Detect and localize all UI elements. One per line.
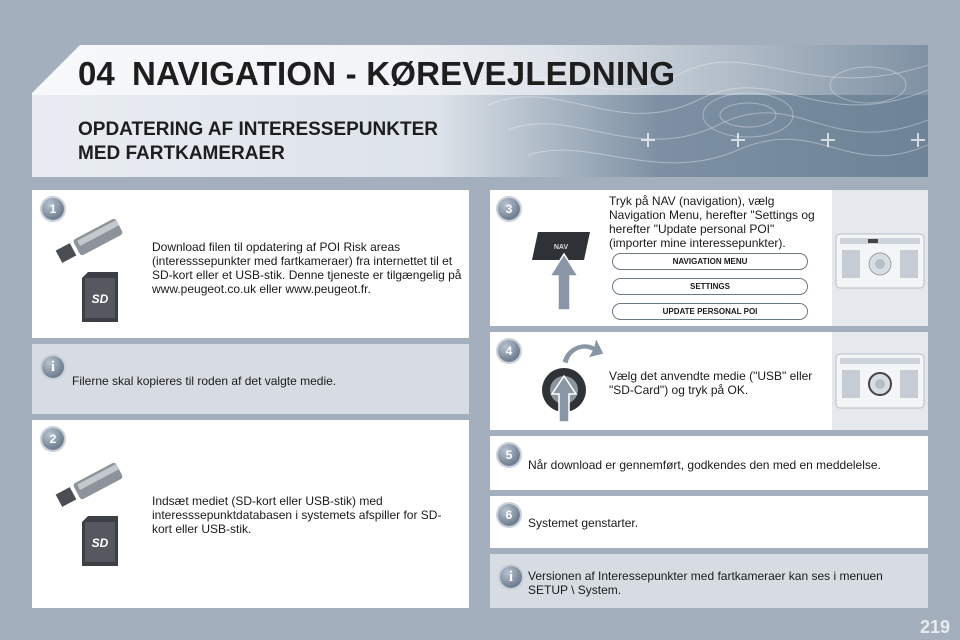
info-1-text: Filerne skal kopieres til roden af det valgte medie.	[72, 374, 337, 388]
step-1-badge: 1	[42, 198, 64, 220]
step-5-text: Når download er gennemført, godkendes den med en meddelelse.	[528, 458, 881, 472]
step-5-panel	[490, 436, 928, 490]
step-2-panel	[32, 420, 469, 608]
step-4-badge: 4	[498, 340, 520, 362]
sd-card-icon	[80, 272, 120, 322]
step-5-badge: 5	[498, 444, 520, 466]
sd-card-icon	[80, 516, 120, 566]
info-icon: i	[500, 566, 522, 588]
section-subtitle: OPDATERING AF INTERESSEPUNKTER MED FARTKAMERAER	[78, 119, 438, 164]
usb-stick-icon	[52, 460, 132, 510]
radio-unit-icon	[834, 350, 926, 412]
radio-panel-image	[832, 332, 928, 430]
info-2-panel	[490, 554, 928, 608]
rotary-knob-icon	[536, 334, 606, 426]
chapter-header	[32, 45, 928, 177]
usb-stick-icon	[52, 216, 132, 266]
radio-panel-image	[832, 190, 928, 326]
radio-unit-icon	[834, 230, 926, 292]
nav-key-label: NAV	[553, 244, 569, 251]
step-6-panel	[490, 496, 928, 548]
chapter-number: 04	[78, 55, 115, 92]
step-1-text: Download filen til opdatering af POI Risk areas (interesssepunkter med fartkameraer) fra internettet til et SD-kort eller et USB-stik. Denne tjeneste er tilgængelig på www.peugeot.co.uk eller www.peugeot.fr.	[152, 240, 462, 296]
nav-key-icon	[532, 224, 602, 314]
sd-card-label: SD	[91, 292, 109, 306]
step-6-text: Systemet genstarter.	[528, 516, 639, 530]
step-3-text: Tryk på NAV (navigation), vælg Navigation Menu, herefter "Settings og herefter "Update personal POI" (importer mine interessepunkter).	[609, 194, 815, 250]
menu-item-update-personal-poi[interactable]: UPDATE PERSONAL POI	[612, 303, 808, 320]
menu-item-navigation-menu[interactable]: NAVIGATION MENU	[612, 253, 808, 270]
step-4-panel	[490, 332, 928, 430]
step-2-text: Indsæt mediet (SD-kort eller USB-stik) med interesssepunktdatabasen i systemets afspiller for SD-kort eller USB-stik.	[152, 494, 442, 536]
info-icon: i	[42, 356, 64, 378]
step-1-panel	[32, 190, 469, 338]
menu-item-settings[interactable]: SETTINGS	[612, 278, 808, 295]
page-title: NAVIGATION - KØREVEJLEDNING	[132, 55, 676, 92]
info-2-text: Versionen af Interessepunkter med fartkameraer kan ses i menuen SETUP \ System.	[528, 569, 883, 597]
header-corner	[32, 45, 80, 93]
step-3-badge: 3	[498, 198, 520, 220]
step-6-badge: 6	[498, 504, 520, 526]
info-1-panel	[32, 344, 469, 414]
step-4-text: Vælg det anvendte medie ("USB" eller "SD-Card") og tryk på OK.	[609, 369, 813, 397]
page-number: 219	[919, 617, 950, 637]
sd-card-label: SD	[91, 536, 109, 550]
step-2-badge: 2	[42, 428, 64, 450]
